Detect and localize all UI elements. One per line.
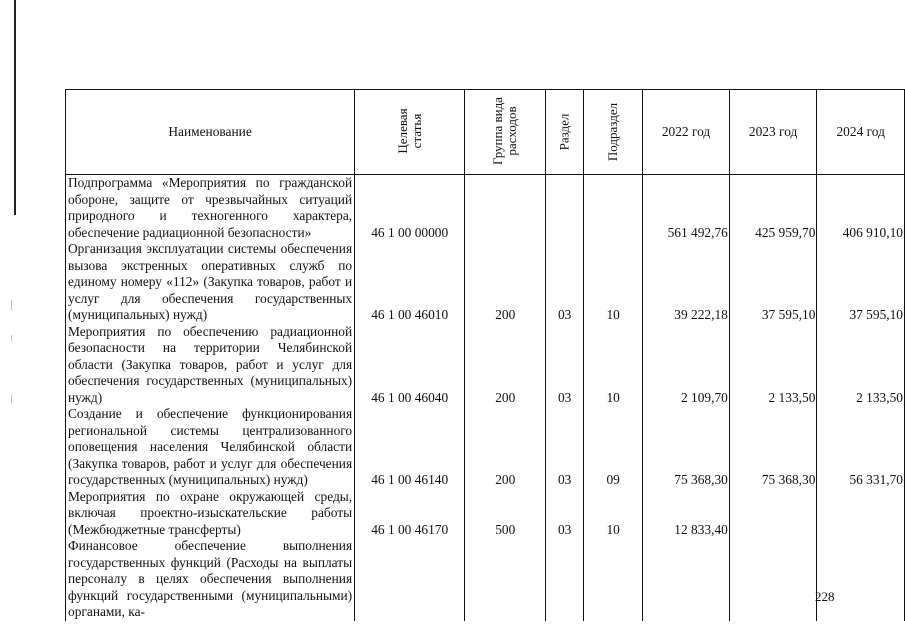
row-2024: 406 910,10: [817, 175, 905, 242]
row-name: Мероприятия по охране окружающей среды, включая проектно-изыскательские работы (Межбюджетные трансферты): [66, 489, 355, 539]
header-2024: 2024 год: [817, 90, 905, 175]
row-group: [465, 538, 546, 621]
row-target: 46 1 00 46140: [355, 406, 465, 489]
row-2023: [729, 538, 817, 621]
row-name: Финансовое обеспечение выполнения государственных функций (Расходы на выплаты персоналу в целях обеспечения выполнения функций государственными (муниципальными) органами, ка-: [66, 538, 355, 621]
table-row: [66, 406, 905, 489]
page-number: 228: [815, 589, 835, 604]
table-header-row: [66, 90, 905, 175]
budget-table: [65, 89, 905, 621]
row-2022: 39 222,18: [643, 241, 730, 324]
header-subsection: Подраздел: [584, 90, 643, 175]
header-2022: 2022 год: [643, 90, 730, 175]
row-subsection: 09: [584, 406, 643, 489]
header-name: Наименование: [66, 90, 355, 175]
row-2024: [817, 489, 905, 539]
row-2022: 2 109,70: [643, 324, 730, 407]
row-2022: 561 492,76: [643, 175, 730, 242]
row-target: [355, 538, 465, 621]
row-group: 200: [465, 406, 546, 489]
row-section: 03: [546, 324, 584, 407]
row-2024: 37 595,10: [817, 241, 905, 324]
row-group: [465, 175, 546, 242]
table-row: [66, 538, 905, 621]
row-subsection: 10: [584, 489, 643, 539]
row-2022: 12 833,40: [643, 489, 730, 539]
row-2023: 425 959,70: [729, 175, 817, 242]
row-target: 46 1 00 46010: [355, 241, 465, 324]
row-name: Мероприятия по обеспечению радиационной безопасности на территории Челябинской области (Закупка товаров, работ и услуг для обеспечения государственных (муниципальных) нужд): [66, 324, 355, 407]
row-name: Организация эксплуатации системы обеспечения вызова экстренных оперативных служб по единому номеру «112» (Закупка товаров, работ и услуг для обеспечения государственных (муниципальных) нужд): [66, 241, 355, 324]
header-group: Группа вида расходов: [465, 90, 546, 175]
row-target: 46 1 00 46040: [355, 324, 465, 407]
row-2023: 75 368,30: [729, 406, 817, 489]
table-row: [66, 241, 905, 324]
row-2023: [729, 489, 817, 539]
scan-mark: [11, 300, 12, 310]
row-name: Создание и обеспечение функционирования региональной системы централизованного оповещения населения Челябинской области (Закупка товаров, работ и услуг для обеспечения государственных (муниципальных) нужд): [66, 406, 355, 489]
row-2022: 75 368,30: [643, 406, 730, 489]
row-2024: [817, 538, 905, 621]
row-target: 46 1 00 00000: [355, 175, 465, 242]
row-2023: 37 595,10: [729, 241, 817, 324]
table-row: [66, 175, 905, 242]
left-margin-rule: [14, 0, 16, 215]
row-2023: 2 133,50: [729, 324, 817, 407]
row-subsection: [584, 175, 643, 242]
row-section: 03: [546, 406, 584, 489]
row-target: 46 1 00 46170: [355, 489, 465, 539]
row-2024: 56 331,70: [817, 406, 905, 489]
row-group: 200: [465, 324, 546, 407]
row-subsection: 10: [584, 241, 643, 324]
header-section: Раздел: [546, 90, 584, 175]
row-subsection: [584, 538, 643, 621]
header-target: Целевая статья: [355, 90, 465, 175]
row-2024: 2 133,50: [817, 324, 905, 407]
table-row: [66, 489, 905, 539]
row-name: Подпрограмма «Мероприятия по гражданской обороне, защите от чрезвычайных ситуаций природного и техногенного характера, обеспечение радиационной безопасности»: [66, 175, 355, 242]
row-section: [546, 175, 584, 242]
row-group: 500: [465, 489, 546, 539]
row-group: 200: [465, 241, 546, 324]
row-2022: [643, 538, 730, 621]
header-2023: 2023 год: [729, 90, 817, 175]
scan-mark: [11, 335, 12, 341]
row-section: [546, 538, 584, 621]
row-section: 03: [546, 489, 584, 539]
row-section: 03: [546, 241, 584, 324]
row-subsection: 10: [584, 324, 643, 407]
scan-mark: [11, 395, 12, 403]
table-row: [66, 324, 905, 407]
